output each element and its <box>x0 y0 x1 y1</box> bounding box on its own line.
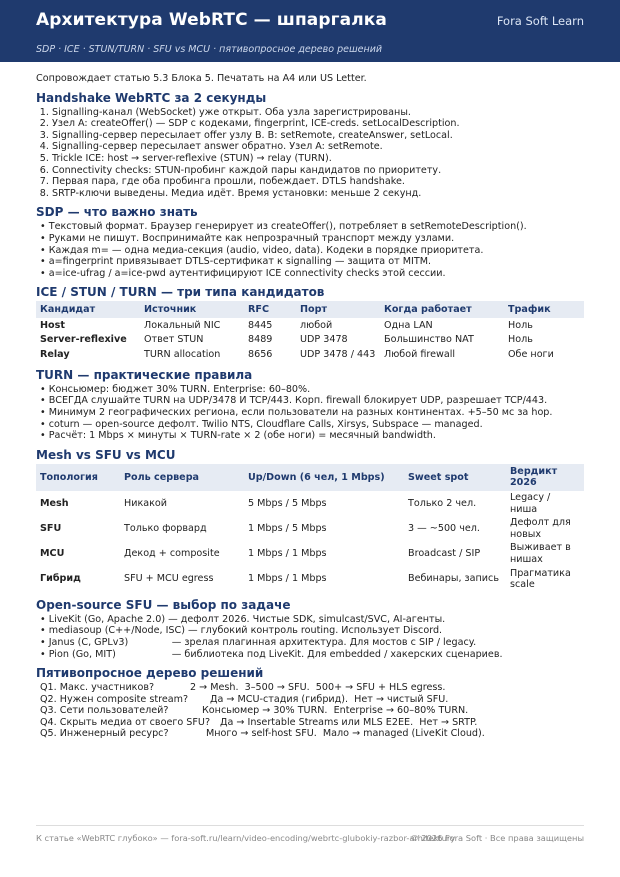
table-cell: любой <box>300 319 333 331</box>
column-header: Роль сервера <box>120 464 244 491</box>
turn-list <box>36 384 586 442</box>
page-title: Архитектура WebRTC — шпаргалка <box>36 10 387 30</box>
tree-row <box>40 694 586 706</box>
table-row <box>36 333 584 348</box>
column-header: Источник <box>140 301 244 318</box>
table-cell: Только 2 чел. <box>408 497 477 509</box>
topology-table <box>36 464 584 592</box>
column-header: Вердикт 2026 <box>506 464 584 491</box>
list-item: • Расчёт: 1 Mbps × минуты × TURN-rate × 2 (обе ноги) = месячный bandwidth. <box>40 430 586 442</box>
table-header-row <box>36 301 584 318</box>
list-item: • Консьюмер: бюджет 30% TURN. Enterprise: 60–80%. <box>40 384 586 396</box>
table-row <box>36 567 584 592</box>
list-item: • ВСЕГДА слушайте TURN на UDP/3478 И TCP/443. Корп. firewall блокирует UDP, разрешает TCP/443. <box>40 395 586 407</box>
handshake-list <box>36 107 586 200</box>
tree-question: Q4. Скрыть медиа от своего SFU? <box>40 716 211 728</box>
table-cell: 1 Mbps / 5 Mbps <box>248 522 327 534</box>
tree-question: Q1. Макс. участников? <box>40 682 155 694</box>
table-cell: Relay <box>40 348 70 360</box>
table-cell: Одна LAN <box>384 319 433 331</box>
table-cell: Legacy / ниша <box>510 491 551 515</box>
table-cell: 1 Mbps / 1 Mbps <box>248 548 327 560</box>
opensource-list <box>36 614 586 660</box>
table-cell: Прагматика scale <box>510 567 571 591</box>
tree-row <box>40 717 586 729</box>
intro-text: Сопровождает статью 5.3 Блока 5. Печатать на A4 или US Letter. <box>36 73 367 84</box>
list-item <box>40 637 586 649</box>
table-cell: Только форвард <box>124 522 207 534</box>
tree-question: Q2. Нужен composite stream? <box>40 693 189 705</box>
ice-candidates-table <box>36 301 584 362</box>
section-title-opensource: Open-source SFU — выбор по задаче <box>36 597 291 612</box>
section-title-turn: TURN — практические правила <box>36 367 253 382</box>
tree-row <box>40 682 586 694</box>
table-cell: TURN allocation <box>144 348 221 360</box>
table-cell: MCU <box>40 548 65 560</box>
list-item: 5. Trickle ICE: host → server-reflexive (STUN) → relay (TURN). <box>52 153 586 165</box>
tree-row <box>40 728 586 740</box>
tree-answer: 2 → Mesh. 3–500 → SFU. 500+ → SFU + HLS egress. <box>190 682 446 694</box>
table-header-row <box>36 464 584 491</box>
header-banner <box>0 0 620 62</box>
tree-answer: Да → Insertable Streams или MLS E2EE. Нет → SRTP. <box>220 716 478 728</box>
section-title-ice: ICE / STUN / TURN — три типа кандидатов <box>36 285 325 300</box>
section-title-mesh: Mesh vs SFU vs MCU <box>36 447 176 462</box>
sfu-name: mediasoup (C++/Node, ISC) <box>48 625 185 637</box>
list-item: • Текстовый формат. Браузер генерирует из createOffer(), потребляет в setRemoteDescription(). <box>40 221 586 233</box>
sfu-name: Janus (C, GPLv3) <box>48 636 129 648</box>
tree-question: Q3. Сети пользователей? <box>40 705 169 717</box>
table-cell: SFU + MCU egress <box>124 573 214 585</box>
table-cell: Mesh <box>40 497 69 509</box>
table-cell: Ноль <box>508 334 533 346</box>
table-cell: 3 — ~500 чел. <box>408 522 480 534</box>
list-item <box>40 649 586 661</box>
sfu-desc: — дефолт 2026. Чистые SDK, simulcast/SVC, AI-агенты. <box>165 613 446 625</box>
list-item: 8. SRTP-ключи выведены. Медиа идёт. Время установки: меньше 2 секунд. <box>52 188 586 200</box>
table-cell: Выживает в нишах <box>510 542 571 565</box>
column-header: Когда работает <box>380 301 504 318</box>
list-item: • coturn — open-source дефолт. Twilio NTS, Cloudflare Calls, Xirsys, Subspace — managed. <box>40 419 586 431</box>
decision-tree <box>40 682 586 740</box>
page-subtitle: SDP · ICE · STUN/TURN · SFU vs MCU · пятивопросное дерево решений <box>36 44 383 55</box>
section-title-handshake: Handshake WebRTC за 2 секунды <box>36 90 267 105</box>
table-cell: 1 Mbps / 1 Mbps <box>248 573 327 585</box>
table-cell: Любой firewall <box>384 348 456 360</box>
table-cell: Гибрид <box>40 573 81 585</box>
column-header: Up/Down (6 чел, 1 Mbps) <box>244 464 404 491</box>
table-cell: SFU <box>40 522 62 534</box>
column-header: Sweet spot <box>404 464 506 491</box>
tree-answer: Консьюмер → 30% TURN. Enterprise → 60–80% TURN. <box>202 705 469 717</box>
cheatsheet-body <box>36 73 586 740</box>
list-item: • Руками не пишут. Воспринимайте как непрозрачный транспорт между узлами. <box>40 233 586 245</box>
sfu-desc: — зрелая плагинная архитектура. Для мостов с SIP / legacy. <box>168 636 477 648</box>
list-item <box>40 625 586 637</box>
list-item <box>40 614 586 626</box>
table-row <box>36 541 584 566</box>
list-item: • a=ice-ufrag / a=ice-pwd аутентифицируют ICE connectivity checks этой сессии. <box>40 268 586 280</box>
footer-divider <box>36 825 584 826</box>
list-item: 6. Connectivity checks: STUN-пробинг каждой пары кандидатов по приоритету. <box>52 165 586 177</box>
table-cell: Ноль <box>508 319 533 331</box>
brand-label: Fora Soft Learn <box>496 14 584 28</box>
table-cell: Broadcast / SIP <box>408 548 481 560</box>
footer-article-link[interactable]: К статье «WebRTC глубоко» — fora-soft.ru/learn/video-encoding/webrtc-glubokiy-razbor-arhitektury <box>36 833 456 843</box>
list-item: 7. Первая пара, где оба пробинга прошли, побеждает. DTLS handshake. <box>52 176 586 188</box>
list-item: • Каждая m= — одна медиа-секция (audio, video, data). Кодеки в порядке приоритета. <box>40 245 586 257</box>
column-header: Трафик <box>504 301 584 318</box>
column-header: Порт <box>296 301 380 318</box>
table-cell: Server-reflexive <box>40 334 127 346</box>
column-header: Топология <box>36 464 120 491</box>
sdp-list <box>36 221 586 279</box>
table-cell: 5 Mbps / 5 Mbps <box>248 497 327 509</box>
column-header: RFC <box>244 301 296 318</box>
section-title-sdp: SDP — что важно знать <box>36 205 198 220</box>
table-cell: Вебинары, запись <box>408 573 499 585</box>
list-item: 4. Signalling-сервер пересылает answer обратно. Узел A: setRemote. <box>52 141 586 153</box>
table-cell: Ответ STUN <box>144 334 204 346</box>
list-item: 3. Signalling-сервер пересылает offer узлу B. B: setRemote, createAnswer, setLocal. <box>52 130 586 142</box>
table-cell: Локальный NIC <box>144 319 221 331</box>
table-cell: UDP 3478 <box>300 334 348 346</box>
sfu-desc: — глубокий контроль routing. Использует Discord. <box>184 625 443 637</box>
table-cell: 8445 <box>248 319 273 331</box>
tree-row <box>40 705 586 717</box>
sfu-name: LiveKit (Go, Apache 2.0) <box>48 613 166 625</box>
list-item: 1. Signalling-канал (WebSocket) уже открыт. Оба узла зарегистрированы. <box>52 107 586 119</box>
table-cell: Host <box>40 319 65 331</box>
table-cell: UDP 3478 / 443 <box>300 348 376 360</box>
table-cell: Большинство NAT <box>384 334 474 346</box>
section-title-tree: Пятивопросное дерево решений <box>36 666 264 681</box>
table-row <box>36 347 584 362</box>
footer-copyright: © 2026 Fora Soft · Все права защищены <box>410 833 584 843</box>
tree-question: Q5. Инженерный ресурс? <box>40 728 169 740</box>
table-cell: 8656 <box>248 348 273 360</box>
table-cell: 8489 <box>248 334 273 346</box>
table-row <box>36 318 584 333</box>
sfu-desc: — библиотека под LiveKit. Для embedded / хакерских сценариев. <box>168 648 503 660</box>
table-cell: Декод + composite <box>124 548 220 560</box>
table-cell: Дефолт для новых <box>510 517 571 540</box>
list-item: 2. Узел A: createOffer() — SDP с кодеками, fingerprint, ICE-creds. setLocalDescription. <box>52 118 586 130</box>
table-cell: Обе ноги <box>508 348 554 360</box>
list-item: • a=fingerprint привязывает DTLS-сертификат к signalling — защита от MITM. <box>40 256 586 268</box>
sfu-name: Pion (Go, MIT) <box>48 648 116 660</box>
table-row <box>36 491 584 516</box>
tree-answer: Да → MCU-стадия (гибрид). Нет → чистый SFU. <box>210 693 449 705</box>
table-cell: Никакой <box>124 497 168 509</box>
table-row <box>36 516 584 541</box>
list-item: • Минимум 2 географических региона, если пользователи на разных континентах. +5–50 мс за hop. <box>40 407 586 419</box>
tree-answer: Много → self-host SFU. Мало → managed (LiveKit Cloud). <box>206 728 485 740</box>
column-header: Кандидат <box>36 301 140 318</box>
